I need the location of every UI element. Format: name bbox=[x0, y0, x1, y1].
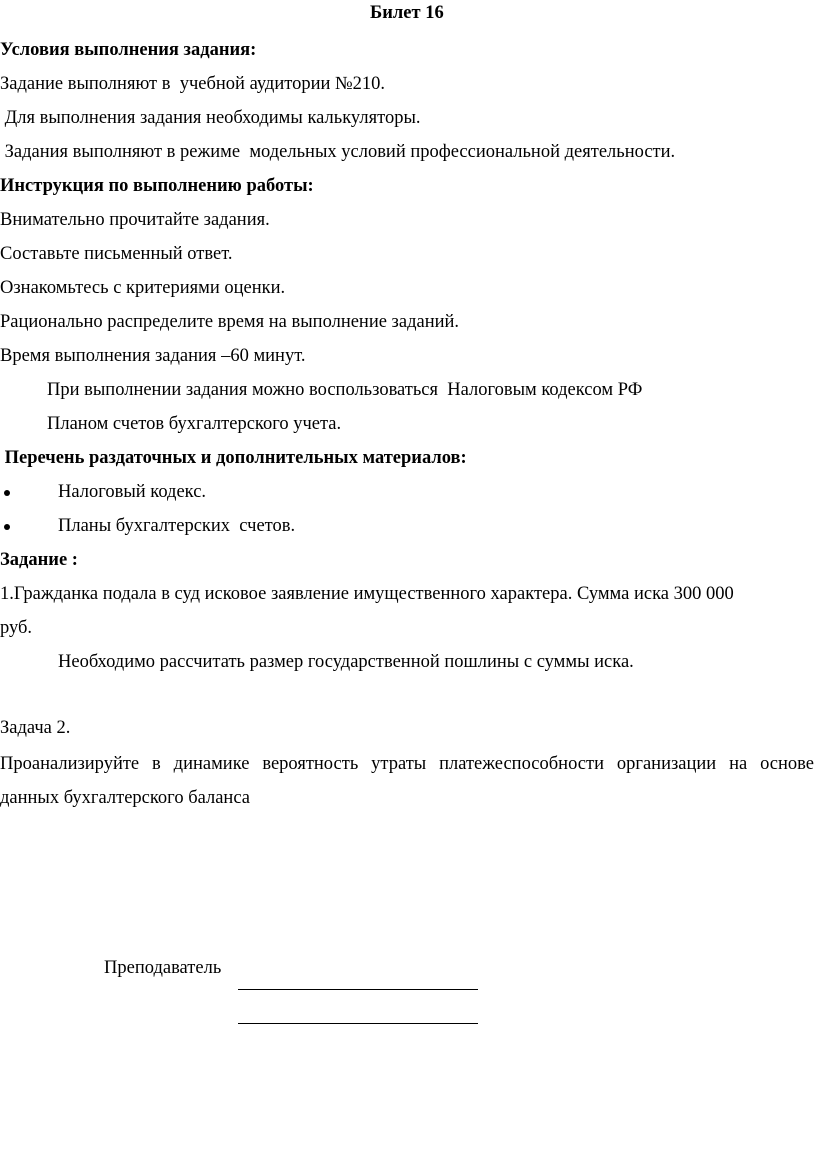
conditions-heading: Условия выполнения задания: bbox=[0, 40, 257, 60]
task1-text: руб. bbox=[0, 618, 33, 638]
signature-line bbox=[238, 1023, 478, 1024]
bullet-icon bbox=[4, 490, 10, 496]
signature-label: Преподаватель bbox=[104, 958, 222, 978]
instruction-line: Составьте письменный ответ. bbox=[0, 244, 233, 264]
task-heading: Задание : bbox=[0, 550, 78, 570]
ticket-title: Билет 16 bbox=[370, 3, 444, 23]
bullet-icon bbox=[4, 524, 10, 530]
condition-line: Для выполнения задания необходимы калькуляторы. bbox=[0, 108, 421, 128]
task2-label: Задача 2. bbox=[0, 718, 71, 738]
instruction-indented-line: Планом счетов бухгалтерского учета. bbox=[47, 414, 342, 434]
instruction-line: Время выполнения задания –60 минут. bbox=[0, 346, 306, 366]
signature-line bbox=[238, 989, 478, 990]
task1-instruction: Необходимо рассчитать размер государственной пошлины с суммы иска. bbox=[58, 652, 634, 672]
task1-text: 1.Гражданка подала в суд исковое заявление имущественного характера. Сумма иска 300 000 bbox=[0, 584, 734, 604]
task2-text: Проанализируйте в динамике вероятность утраты платежеспособности организации на основе bbox=[0, 754, 814, 774]
instruction-line: Ознакомьтесь с критериями оценки. bbox=[0, 278, 286, 298]
instruction-indented-line: При выполнении задания можно воспользоваться Налоговым кодексом РФ bbox=[47, 380, 643, 400]
materials-heading: Перечень раздаточных и дополнительных материалов: bbox=[0, 448, 467, 468]
materials-item: Налоговый кодекс. bbox=[58, 482, 207, 502]
condition-line: Задание выполняют в учебной аудитории №210. bbox=[0, 74, 386, 94]
instruction-line: Внимательно прочитайте задания. bbox=[0, 210, 270, 230]
task2-text: данных бухгалтерского баланса bbox=[0, 788, 250, 808]
instructions-heading: Инструкция по выполнению работы: bbox=[0, 176, 314, 196]
condition-line: Задания выполняют в режиме модельных условий профессиональной деятельности. bbox=[0, 142, 676, 162]
instruction-line: Рационально распределите время на выполнение заданий. bbox=[0, 312, 460, 332]
materials-item: Планы бухгалтерских счетов. bbox=[58, 516, 296, 536]
